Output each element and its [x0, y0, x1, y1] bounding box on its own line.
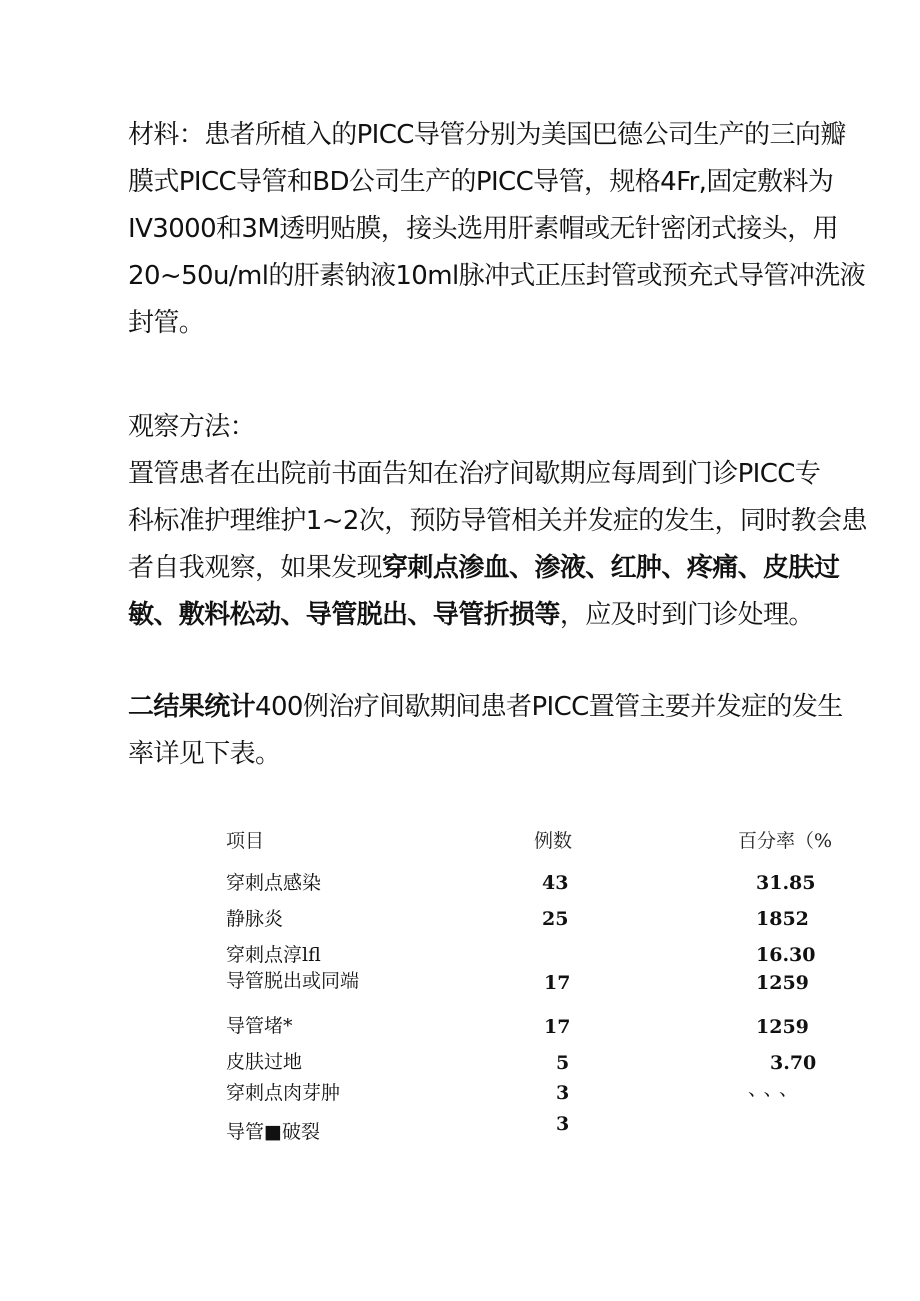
- text-line: 科标准护理维护1~2次，预防导管相关并发症的发生，同时教会患: [128, 506, 867, 536]
- row-count: 17: [544, 1016, 571, 1038]
- row-item: 导管堵*: [226, 1015, 293, 1037]
- header-item: 项目: [226, 830, 265, 852]
- row-count: 43: [542, 872, 569, 894]
- header-percent: 百分率（%: [738, 830, 833, 852]
- text-line: IV3000和3M透明贴膜，接头选用肝素帽或无针密闭式接头，用: [128, 214, 838, 244]
- row-item: 皮肤过地: [226, 1051, 303, 1073]
- row-item: 静脉炎: [226, 908, 284, 930]
- text-line: 敏、敷料松动、导管脱出、导管折损等，应及时到门诊处理。: [128, 600, 814, 630]
- results-heading: 二结果统计: [128, 692, 256, 722]
- row-item: 穿刺点淳lfl: [226, 944, 321, 966]
- header-count: 例数: [534, 830, 573, 852]
- text-line: 材料：患者所植入的PICC导管分别为美国巴德公司生产的三向瓣: [128, 120, 846, 150]
- row-percent: 1852: [756, 908, 809, 930]
- row-count: 25: [542, 908, 569, 930]
- text-line: 者自我观察，如果发现穿刺点渗血、渗液、红肿、疼痛、皮肤过: [128, 553, 840, 583]
- row-percent: 1259: [756, 1016, 809, 1038]
- text-line: 封管。: [128, 308, 205, 338]
- row-percent: 、、、: [748, 1078, 805, 1100]
- row-percent: 31.85: [756, 872, 816, 894]
- bold-text: 穿刺点渗血、渗液、红肿、疼痛、皮肤过: [382, 553, 840, 583]
- row-percent: 3.70: [770, 1052, 817, 1074]
- row-item: 穿刺点感染: [226, 872, 322, 894]
- row-item: 导管脱出或同端: [226, 970, 360, 992]
- method-heading: 观察方法：: [128, 412, 256, 442]
- row-percent: 16.30: [756, 944, 816, 966]
- row-item: 导管■破裂: [226, 1121, 320, 1143]
- text-line: 20~50u/ml的肝素钠液10ml脉冲式正压封管或预充式导管冲洗液: [128, 261, 865, 291]
- text-line: 率详见下表。: [128, 739, 281, 769]
- bold-text: 敏、敷料松动、导管脱出、导管折损等: [128, 600, 560, 630]
- row-item: 穿刺点肉芽肿: [226, 1082, 341, 1104]
- row-count: 3: [556, 1082, 570, 1104]
- row-percent: 1259: [756, 972, 809, 994]
- text-line: 膜式PICC导管和BD公司生产的PICC导管，规格4Fr,固定敷料为: [128, 167, 834, 197]
- row-count: 5: [556, 1052, 570, 1074]
- row-count: 17: [544, 972, 571, 994]
- text-line: 二结果统计400例治疗间歇期间患者PICC置管主要并发症的发生: [128, 692, 843, 722]
- row-count: 3: [556, 1113, 570, 1135]
- text-line: 置管患者在出院前书面告知在治疗间歇期应每周到门诊PICC专: [128, 459, 821, 489]
